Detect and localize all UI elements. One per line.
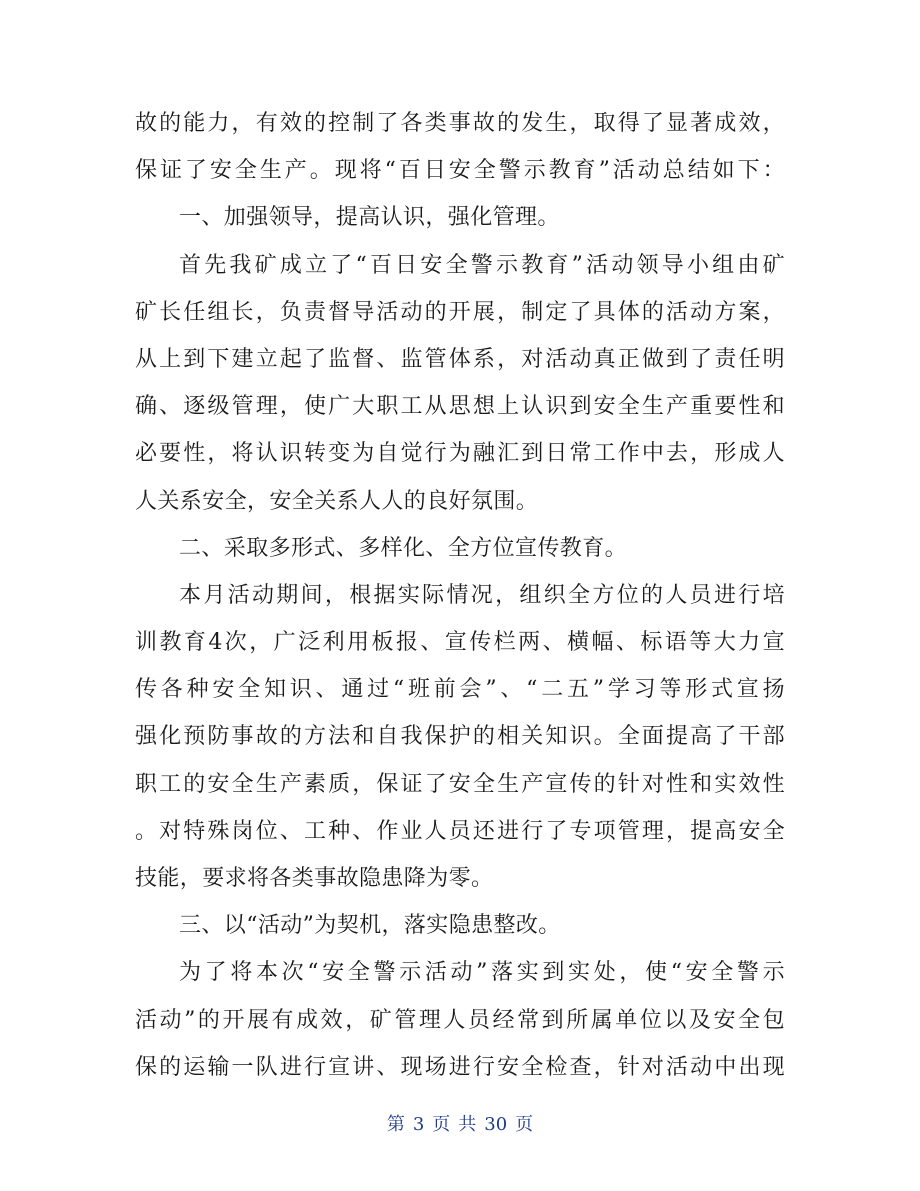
text-line: 从上到下建立起了监督、监管体系，对活动真正做到了责任明: [135, 346, 785, 372]
text-line: 保的运输一队进行宣讲、现场进行安全检查，针对活动中出现: [135, 1054, 785, 1080]
footer-page-unit: 页: [432, 1114, 451, 1135]
text-line: 首先我矿成立了“百日安全警示教育”活动领导小组由矿: [179, 252, 785, 278]
text-line: 一、加强领导，提高认识，强化管理。: [179, 205, 560, 231]
text-line: 。对特殊岗位、工种、作业人员还进行了专项管理，提高安全: [135, 818, 785, 844]
document-body: [135, 100, 785, 1091]
text-line: 训教育4次，广泛利用板报、宣传栏两、横幅、标语等大力宣: [135, 630, 785, 656]
text-line: 职工的安全生产素质，保证了安全生产宣传的针对性和实效性: [135, 771, 785, 797]
footer-total-prefix: 共: [458, 1114, 477, 1135]
text-line: 强化预防事故的方法和自我保护的相关知识。全面提高了干部: [135, 724, 785, 750]
text-line: 矿长任组长，负责督导活动的开展，制定了具体的活动方案，: [135, 299, 785, 325]
text-line: 活动”的开展有成效，矿管理人员经常到所属单位以及安全包: [135, 1007, 785, 1033]
footer-total-pages: 30: [484, 1114, 508, 1135]
text-line: 二、采取多形式、多样化、全方位宣传教育。: [179, 535, 628, 561]
text-line: 三、以“活动”为契机，落实隐患整改。: [179, 913, 561, 939]
footer-total-unit: 页: [515, 1114, 534, 1135]
text-line: 本月活动期间，根据实际情况，组织全方位的人员进行培: [179, 582, 785, 608]
text-line: 确、逐级管理，使广大职工从思想上认识到安全生产重要性和: [135, 394, 785, 420]
text-line: 传各种安全知识、通过“班前会”、“二五”学习等形式宣扬: [135, 677, 785, 703]
text-line: 必要性，将认识转变为自觉行为融汇到日常工作中去，形成人: [135, 441, 785, 467]
text-line: 为了将本次“安全警示活动”落实到实处，使“安全警示: [179, 960, 785, 986]
text-line: 人关系安全，安全关系人人的良好氛围。: [135, 488, 539, 514]
text-line: 保证了安全生产。现将“百日安全警示教育”活动总结如下：: [135, 158, 785, 184]
text-line: 技能，要求将各类事故隐患降为零。: [135, 866, 494, 891]
footer-prefix: 第: [386, 1114, 405, 1135]
page-footer: [0, 1110, 920, 1136]
text-line: 故的能力，有效的控制了各类事故的发生，取得了显著成效，: [135, 111, 785, 136]
footer-page-number: 3: [412, 1114, 425, 1135]
